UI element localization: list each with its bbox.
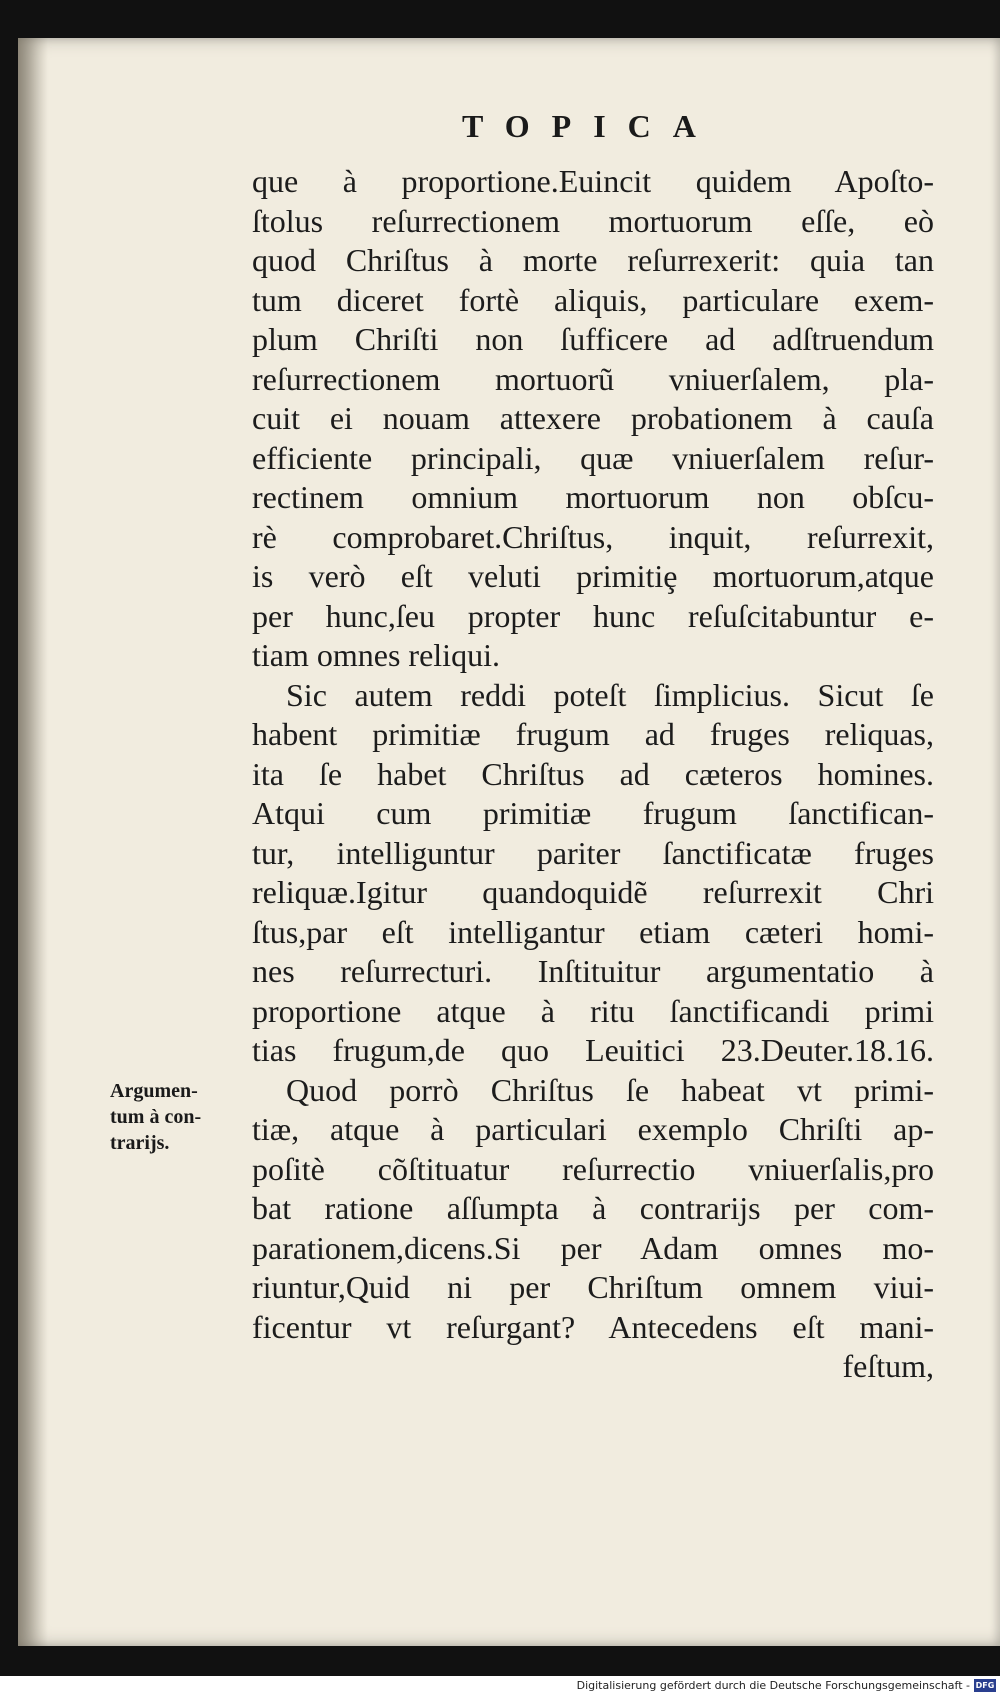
text-line: parationem,dicens.Si per Adam omnes mo-	[252, 1229, 934, 1266]
text-line: reſurrectionem mortuorũ vniuerſalem, pla-	[252, 360, 934, 397]
margin-note-line: Argumen-	[110, 1080, 198, 1102]
text-line: reliquæ.Igitur quandoquidẽ reſurrexit Chri	[252, 874, 934, 910]
text-line: Atqui cum primitiæ frugum ſanctifican-	[252, 795, 934, 831]
text-line: tum diceret fortè aliquis, particulare exem-	[252, 281, 934, 318]
text-line: quod Chriſtus à morte reſurrexerit: quia tan	[252, 242, 934, 278]
dfg-logo: DFG	[975, 1681, 995, 1690]
margin-note-line: trarijs.	[110, 1132, 170, 1154]
text-line: habent primitiæ frugum ad fruges reliquas,	[252, 716, 934, 752]
text-line: poſitè cõſtituatur reſurrectio vniuerſalis,pro	[252, 1150, 934, 1187]
footer-credit: Digitalisierung gefördert durch die Deutsche Forschungsgemeinschaft -	[576, 1679, 970, 1692]
text-line: is verò eſt veluti primitiȩ mortuorum,atque	[252, 558, 934, 594]
margin-note	[110, 1078, 250, 1156]
text-line: ficentur vt reſurgant? Antecedens eſt mani-	[252, 1308, 934, 1345]
text-line: ita ſe habet Chriſtus ad cæteros homines.	[252, 755, 934, 792]
text-line: plum Chriſti non ſufficere ad adſtruendum	[252, 321, 934, 357]
text-line: rè comprobaret.Chriſtus, inquit, reſurrexit,	[252, 518, 934, 555]
text-line: bat ratione aſſumpta à contrarijs per com-	[252, 1190, 934, 1226]
text-line: Sic autem reddi poteſt ſimplicius. Sicut ſe	[286, 676, 934, 713]
text-line: rectinem omnium mortuorum non obſcu-	[252, 479, 934, 515]
text-line: riuntur,Quid ni per Chriſtum omnem viui-	[252, 1269, 934, 1305]
text-line: ſtus,par eſt intelligantur etiam cæteri homi-	[252, 913, 934, 950]
text-line: tiam omnes reliqui.	[252, 637, 500, 673]
text-line: tias frugum,de quo Leuitici 23.Deuter.18.16.	[252, 1032, 934, 1068]
text-line: per hunc,ſeu propter hunc reſuſcitabuntur e-	[252, 597, 934, 634]
text-line: Quod porrò Chriſtus ſe habeat vt primi-	[286, 1071, 934, 1108]
page-gutter-shadow	[18, 38, 48, 1646]
margin-note-line: tum à con-	[110, 1106, 202, 1128]
text-line: efficiente principali, quæ vniuerſalem reſur-	[252, 439, 934, 476]
running-head: TOPICA	[462, 108, 718, 144]
text-line: tiæ, atque à particulari exemplo Chriſti ap-	[252, 1111, 934, 1147]
text-line: nes reſurrecturi. Inſtituitur argumentatio à	[252, 953, 934, 989]
text-line: tur, intelliguntur pariter ſanctificatæ fruges	[252, 834, 934, 871]
text-line: cuit ei nouam attexere probationem à cauſa	[252, 400, 934, 436]
text-line: ſtolus reſurrectionem mortuorum eſſe, eò	[252, 202, 934, 239]
catchword: feſtum,	[842, 1348, 934, 1384]
text-line: que à proportione.Euincit quidem Apoſto-	[252, 163, 934, 199]
body-text	[252, 162, 934, 1387]
text-line: proportione atque à ritu ſanctificandi primi	[252, 992, 934, 1029]
